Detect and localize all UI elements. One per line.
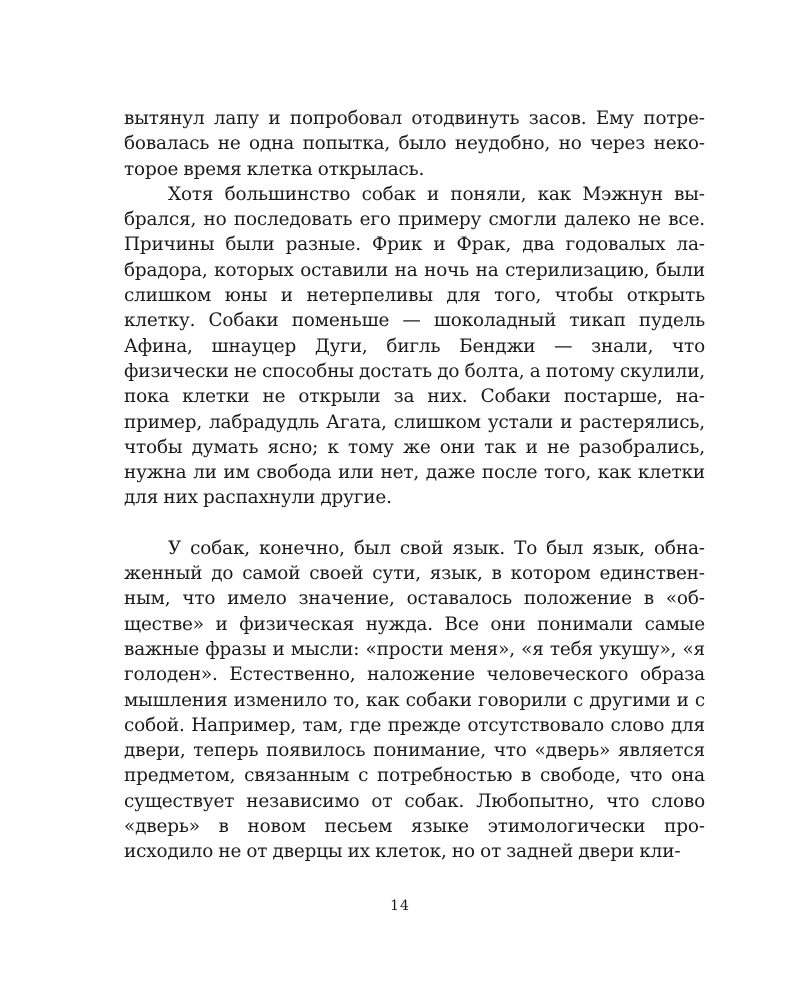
paragraph-section-start: У собак, конечно, был свой язык. То был язык, обнаженный до самой своей сути, язык, в котором единственным, что имело значение, оставалось положение в «обществе» и физическая нужда. Все они понимали самые важные фразы и мысли: «прости меня», «я тебя укушу», «я голоден». Естественно, наложение человеческого образа мышления изменило то, как собаки говорили с другими и с собой. Например, там, где прежде отсутствовало слово для двери, теперь появилось понимание, что «дверь» является предметом, связанным с потребностью в свободе, что она существует независимо от собак. Любопытно, что слово «дверь» в новом песьем языке этимологически происходило не от дверцы их клеток, но от задней двери кли- — [124, 537, 705, 863]
paragraph: Хотя большинство собак и поняли, как Мэжнун выбрался, но последовать его примеру смогли далеко не все. Причины были разные. Фрик и Фрак, два годовалых лабрадора, которых оставили на ночь на стерилизацию, были слишком юны и нетерпеливы для того, чтобы открыть клетку. Собаки поменьше — шоколадный тикап пудель Афина, шнауцер Дуги, бигль Бенджи — знали, что физически не способны достать до болта, а потому скулили, пока клетки не открыли за них. Собаки постарше, например, лабрадудль Агата, слишком устали и растерялись, чтобы думать ясно; к тому же они так и не разобрались, нужна ли им свобода или нет, даже после того, как клетки для них распахнули другие. — [124, 183, 705, 509]
page-number: 14 — [390, 898, 410, 914]
body-text — [124, 106, 705, 865]
paragraph-continuation: вытянул лапу и попробовал отодвинуть засов. Ему потребовалась не одна попытка, было неудобно, но через некоторое время клетка открылась. — [124, 108, 705, 180]
